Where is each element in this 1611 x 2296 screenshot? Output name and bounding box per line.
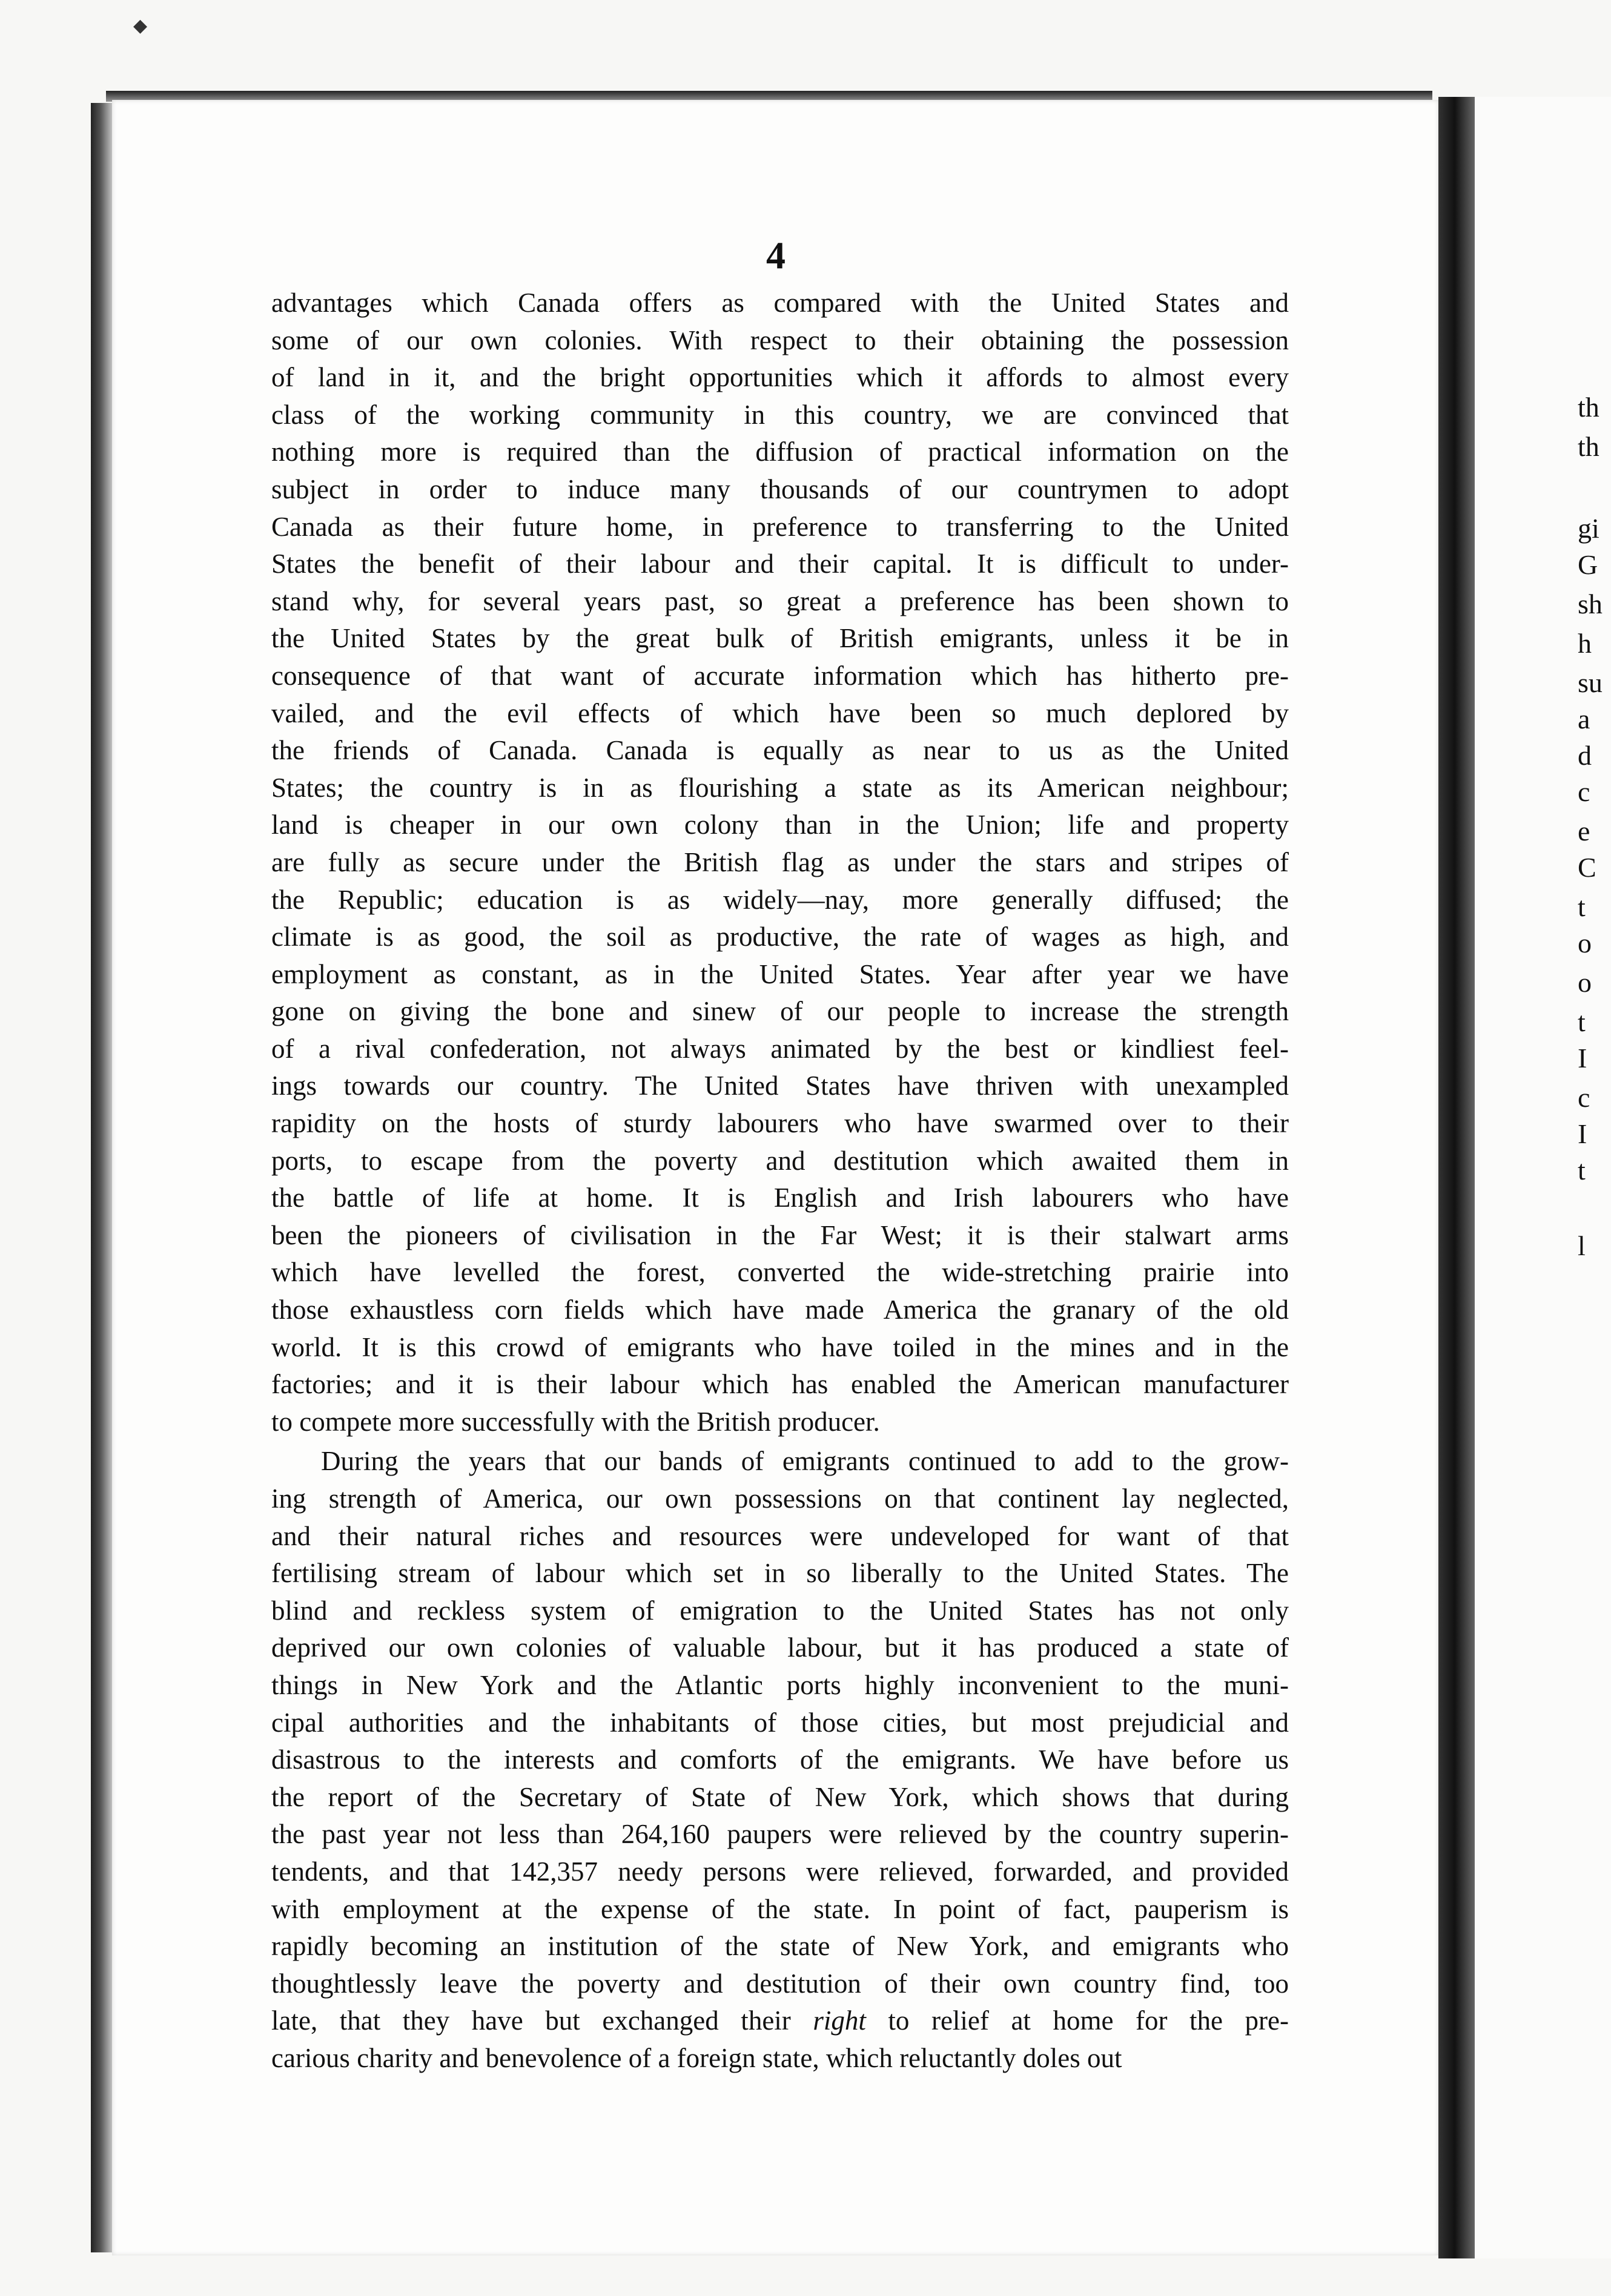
adjacent-page-text: l xyxy=(1578,1230,1586,1261)
text-line: deprived our own colonies of valuable labour, but it has produced a state of xyxy=(271,1632,1289,1663)
text-line: to compete more successfully with the British producer. xyxy=(271,1406,880,1437)
adjacent-page-text: o xyxy=(1578,928,1592,958)
adjacent-page-text: h xyxy=(1578,628,1592,659)
text-line: rapidly becoming an institution of the state of New York, and emigrants who xyxy=(271,1931,1289,1962)
text-line: ports, to escape from the poverty and destitution which awaited them in xyxy=(271,1145,1289,1176)
text-line: subject in order to induce many thousands of our countrymen to adopt xyxy=(271,473,1289,504)
text-line: some of our own colonies. With respect to their obtaining the possession xyxy=(271,325,1289,355)
text-line: cipal authorities and the inhabitants of those cities, but most prejudicial and xyxy=(271,1707,1289,1738)
text-line: nothing more is required than the diffusion of practical information on the xyxy=(271,437,1289,467)
adjacent-page-text: o xyxy=(1578,967,1592,998)
text-line: land is cheaper in our own colony than in the Union; life and property xyxy=(271,810,1289,840)
adjacent-page-text: c xyxy=(1578,1082,1590,1113)
text-line: of a rival confederation, not always animated by the best or kindliest feel- xyxy=(271,1033,1289,1064)
text-line: disastrous to the interests and comforts of the emigrants. We have before us xyxy=(271,1744,1289,1775)
text-line: been the pioneers of civilisation in the Far West; it is their stalwart arms xyxy=(271,1219,1289,1250)
text-line: stand why, for several years past, so great a preference has been shown to xyxy=(271,586,1289,616)
adjacent-page-text: sh xyxy=(1578,589,1603,619)
adjacent-page-text: t xyxy=(1578,1006,1586,1037)
text-line: consequence of that want of accurate information which has hitherto pre- xyxy=(271,660,1289,691)
text-line: the United States by the great bulk of British emigrants, unless it be in xyxy=(271,623,1289,654)
text-line: the Republic; education is as widely—nay, more generally diffused; the xyxy=(271,884,1289,915)
text-line: the friends of Canada. Canada is equally as near to us as the United xyxy=(271,735,1289,766)
text-line: those exhaustless corn fields which have made America the granary of the old xyxy=(271,1295,1289,1325)
book-gutter xyxy=(1438,97,1475,2258)
text-line: are fully as secure under the British flag as under the stars and stripes of xyxy=(271,846,1289,877)
adjacent-page-text: C xyxy=(1578,852,1596,883)
text-line: rapidity on the hosts of sturdy labourers who have swarmed over to their xyxy=(271,1108,1289,1139)
adjacent-page-text: gi xyxy=(1578,513,1599,544)
text-line: and their natural riches and resources were undeveloped for want of that xyxy=(271,1520,1289,1551)
adjacent-page-text: c xyxy=(1578,776,1590,807)
text-line: During the years that our bands of emigrants continued to add to the grow- xyxy=(321,1446,1289,1477)
text-line: of land in it, and the bright opportunities which it affords to almost every xyxy=(271,362,1289,393)
text-line: ings towards our country. The United States have thriven with unexampled xyxy=(271,1070,1289,1101)
paragraph-2 xyxy=(271,1443,1289,2077)
text-line: the battle of life at home. It is English and Irish labourers who have xyxy=(271,1183,1289,1213)
paragraph-1 xyxy=(271,285,1289,1440)
text-line: carious charity and benevolence of a foreign state, which reluctantly doles out xyxy=(271,2042,1122,2073)
body-text xyxy=(271,285,1289,2077)
text-line: which have levelled the forest, converted the wide-stretching prairie into xyxy=(271,1257,1289,1288)
scan-corner-mark: ◆ xyxy=(133,16,148,36)
text-line: vailed, and the evil effects of which have been so much deplored by xyxy=(271,698,1289,728)
adjacent-page-text: t xyxy=(1578,1155,1586,1186)
text-line: factories; and it is their labour which has enabled the American manufacturer xyxy=(271,1369,1289,1400)
page-number: 4 xyxy=(766,234,786,277)
text-line: Canada as their future home, in preference to transferring to the United xyxy=(271,511,1289,542)
text-line: gone on giving the bone and sinew of our people to increase the strength xyxy=(271,996,1289,1027)
adjacent-page-text: th xyxy=(1578,431,1599,462)
text-line: the report of the Secretary of State of New York, which shows that during xyxy=(271,1781,1289,1812)
adjacent-page-text: th xyxy=(1578,392,1599,423)
adjacent-page-fragment xyxy=(1475,97,1611,2258)
text-line: class of the working community in this country, we are convinced that xyxy=(271,399,1289,430)
adjacent-page-text: I xyxy=(1578,1043,1587,1074)
text-line: fertilising stream of labour which set in so liberally to the United States. The xyxy=(271,1558,1289,1589)
page-left-edge xyxy=(91,103,115,2252)
adjacent-page-text: a xyxy=(1578,704,1590,734)
text-line: States; the country is in as flourishing a state as its American neighbour; xyxy=(271,772,1289,803)
text-line: advantages which Canada offers as compared with the United States and xyxy=(271,288,1289,318)
italic-word: right xyxy=(813,2005,866,2036)
text-line: the past year not less than 264,160 paupers were relieved by the country superin- xyxy=(271,1819,1289,1850)
text-line: things in New York and the Atlantic ports highly inconvenient to the muni- xyxy=(271,1669,1289,1700)
text-line: employment as constant, as in the United States. Year after year we have xyxy=(271,958,1289,989)
adjacent-page-text: t xyxy=(1578,891,1586,922)
adjacent-page-text: G xyxy=(1578,549,1598,580)
text-line: tendents, and that 142,357 needy persons were relieved, forwarded, and provided xyxy=(271,1856,1289,1887)
adjacent-page-text: d xyxy=(1578,740,1592,771)
text-line: world. It is this crowd of emigrants who have toiled in the mines and in the xyxy=(271,1331,1289,1362)
text-line: climate is as good, the soil as productive, the rate of wages as high, and xyxy=(271,922,1289,952)
adjacent-page-text: su xyxy=(1578,667,1603,698)
adjacent-page-text: I xyxy=(1578,1118,1587,1149)
text-line: with employment at the expense of the state. In point of fact, pauperism is xyxy=(271,1893,1289,1924)
text-line: ing strength of America, our own possessions on that continent lay neglected, xyxy=(271,1483,1289,1514)
text-line: States the benefit of their labour and their capital. It is difficult to under- xyxy=(271,549,1289,579)
text-line: late, that they have but exchanged their right to relief at home for the pre- xyxy=(271,2005,1289,2036)
adjacent-page-text: e xyxy=(1578,816,1590,846)
text-line: thoughtlessly leave the poverty and destitution of their own country find, too xyxy=(271,1968,1289,1999)
text-line: blind and reckless system of emigration to the United States has not only xyxy=(271,1595,1289,1626)
